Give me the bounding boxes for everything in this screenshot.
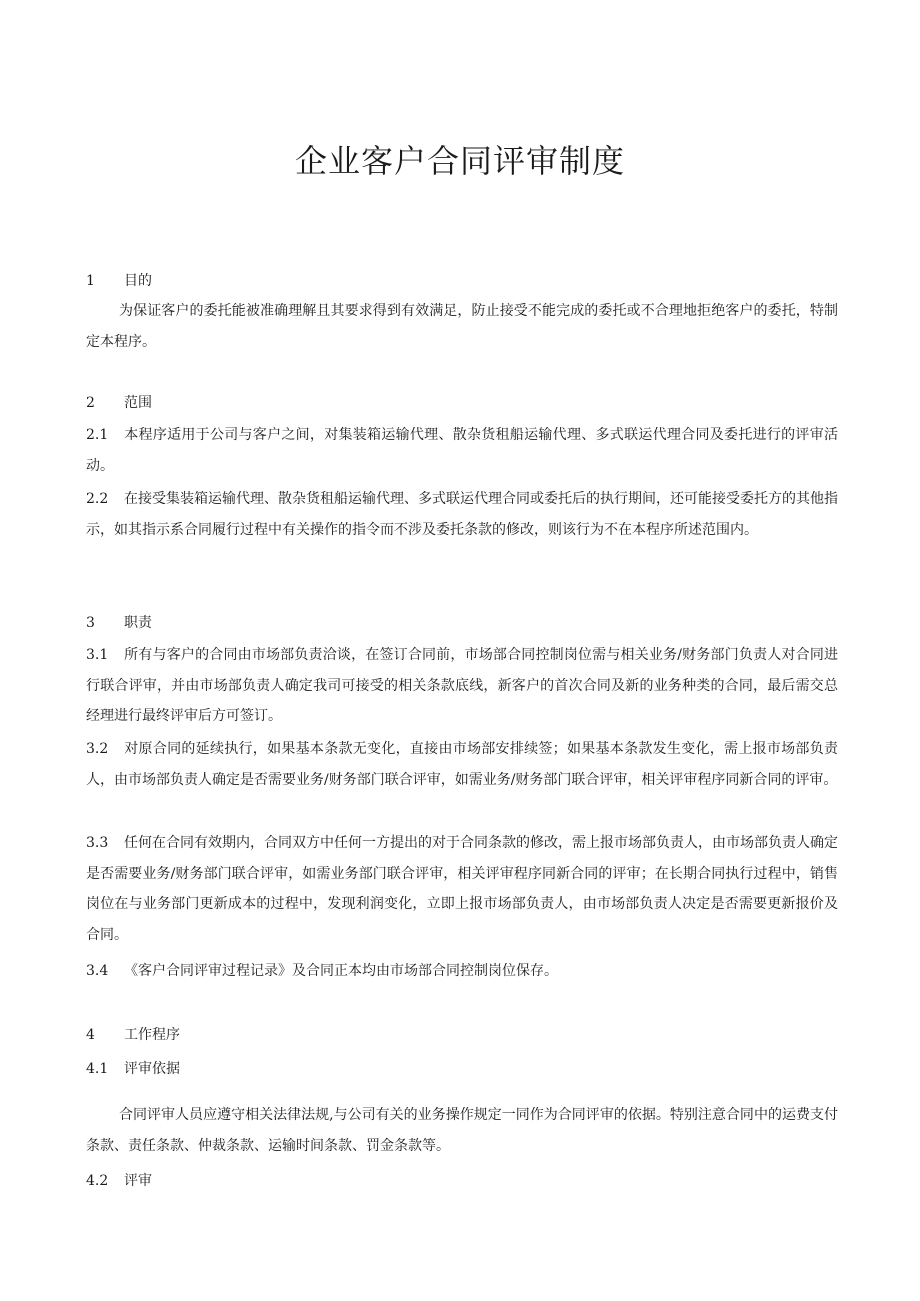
subsection-number: 4.2 xyxy=(86,1173,109,1189)
section-heading-text: 职责 xyxy=(124,615,152,631)
subsection-number: 4.1 xyxy=(86,1061,109,1077)
clause-number: 3.3 xyxy=(86,835,109,851)
section-heading-text: 目的 xyxy=(124,273,152,289)
clause-3-1 xyxy=(86,640,838,732)
clause-text: 在接受集装箱运输代理、散杂货租船运输代理、多式联运代理合同或委托后的执行期间，还可能接受委托方的其他指示，如其指示系合同履行过程中有关操作的指令而不涉及委托条款的修改，则该行为不在本程序所述范围内。 xyxy=(86,491,838,538)
clause-3-4 xyxy=(86,956,838,987)
clause-2-1 xyxy=(86,420,838,481)
subsection-heading-text: 评审 xyxy=(124,1173,152,1189)
paragraph: 合同评审人员应遵守相关法律法规,与公司有关的业务操作规定一同作为合同评审的依据。特别注意合同中的运费支付条款、责任条款、仲裁条款、运输时间条款、罚金条款等。 xyxy=(86,1107,838,1154)
clause-text: 对原合同的延续执行，如果基本条款无变化，直接由市场部安排续签；如果基本条款发生变化，需上报市场部负责人，由市场部负责人确定是否需要业务/财务部门联合评审，如需业务/财务部门联合评审，相关评审程序同新合同的评审。 xyxy=(86,741,838,788)
clause-number: 3.1 xyxy=(86,647,109,663)
clause-3-2 xyxy=(86,734,838,795)
section-number: 4 xyxy=(86,1027,95,1043)
section-2-heading xyxy=(86,388,838,419)
clause-2-2 xyxy=(86,484,838,545)
clause-text: 任何在合同有效期内，合同双方中任何一方提出的对于合同条款的修改，需上报市场部负责人，由市场部负责人确定是否需要业务/财务部门联合评审，如需业务部门联合评审，相关评审程序同新合同的评审；在长期合同执行过程中，销售岗位在与业务部门更新成本的过程中，发现利润变化，立即上报市场部负责人，由市场部负责人决定是否需要更新报价及合同。 xyxy=(86,835,838,943)
section-heading-text: 范围 xyxy=(124,395,152,411)
clause-number: 3.2 xyxy=(86,741,109,757)
section-heading-text: 工作程序 xyxy=(124,1027,180,1043)
paragraph: 为保证客户的委托能被准确理解且其要求得到有效满足，防止接受不能完成的委托或不合理地拒绝客户的委托，特制定本程序。 xyxy=(86,303,838,350)
subsection-heading-text: 评审依据 xyxy=(124,1061,180,1077)
section-number: 1 xyxy=(86,273,95,289)
clause-number: 2.2 xyxy=(86,491,109,507)
clause-text: 所有与客户的合同由市场部负责洽谈，在签订合同前，市场部合同控制岗位需与相关业务/财务部门负责人对合同进行联合评审，并由市场部负责人确定我司可接受的相关条款底线，新客户的首次合同及新的业务种类的合同，最后需交总经理进行最终评审后方可签订。 xyxy=(86,647,838,724)
subsection-4-2-heading xyxy=(86,1166,838,1197)
clause-3-3 xyxy=(86,828,838,950)
section-4-heading xyxy=(86,1020,838,1051)
section-1-heading xyxy=(86,266,838,297)
clause-text: 本程序适用于公司与客户之间，对集装箱运输代理、散杂货租船运输代理、多式联运代理合同及委托进行的评审活动。 xyxy=(86,427,838,474)
clause-number: 3.4 xyxy=(86,963,109,979)
section-3-heading xyxy=(86,608,838,639)
subsection-4-1-heading xyxy=(86,1054,838,1085)
section-number: 2 xyxy=(86,395,95,411)
document-title: 企业客户合同评审制度 xyxy=(294,142,625,180)
section-number: 3 xyxy=(86,615,95,631)
clause-text: 《客户合同评审过程记录》及合同正本均由市场部合同控制岗位保存。 xyxy=(124,963,558,979)
clause-number: 2.1 xyxy=(86,427,109,443)
